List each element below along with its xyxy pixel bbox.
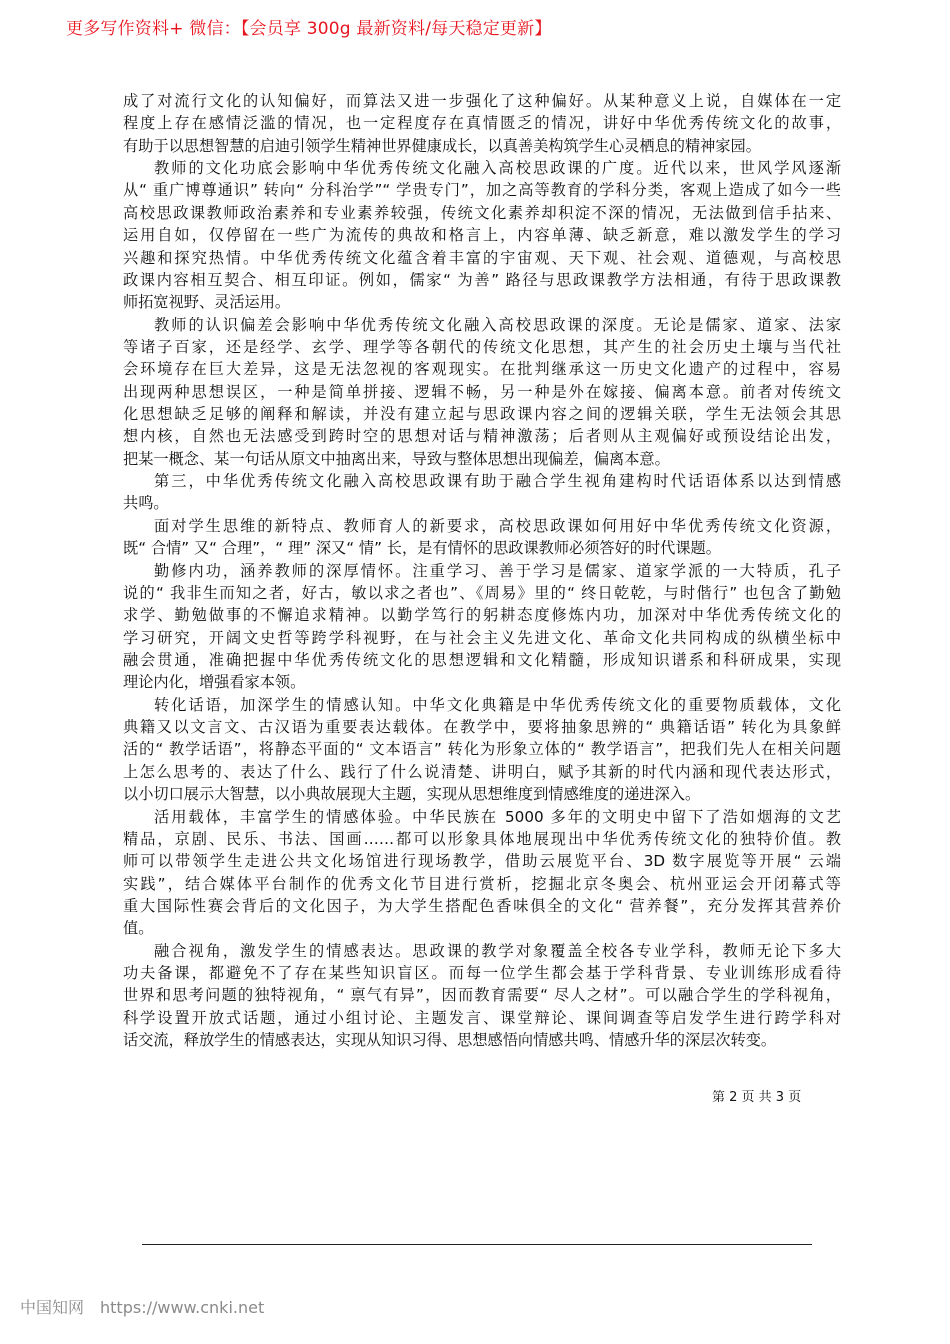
text-line: 有助于以思想智慧的启迪引领学生精神世界健康成长，以真善美构筑学生心灵栖息的精神家园。 — [123, 136, 761, 155]
promo-banner: 更多写作资料+ 微信：【会员享 300g 最新资料/每天稳定更新】 — [66, 19, 552, 39]
paragraph — [123, 940, 841, 1052]
text-line: 融会贯通，准确把握中华优秀传统文化的思想逻辑和文化精髓，形成知识谱系和科研成果，实现 — [123, 650, 841, 669]
text-line: 重大国际性赛会背后的文化因子，为大学生搭配色香味俱全的文化“ 营养餐”，充分发挥其营养价 — [123, 896, 841, 915]
footer-divider — [142, 1244, 812, 1245]
text-line: 活的“ 教学话语”，将静态平面的“ 文本语言” 转化为形象立体的“ 教学语言”，把我们先人在相关问题 — [123, 740, 841, 759]
text-line: 学习研究，开阔文史哲等跨学科视野，在与社会主义先进文化、革命文化共同构成的纵横坐标中 — [123, 628, 841, 647]
text-line: 精品，京剧、民乐、书法、国画……都可以形象具体地展现出中华优秀传统文化的独特价值。教 — [123, 829, 841, 848]
paragraph — [123, 694, 841, 806]
text-line: 值。 — [123, 919, 154, 938]
text-line: 共鸣。 — [123, 494, 169, 513]
paragraph — [123, 90, 841, 157]
text-line: 想内核，自然也无法感受到跨时空的思想对话与精神激荡；后者则从主观偏好或预设结论出发， — [123, 427, 841, 446]
text-line: 师拓宽视野、灵活运用。 — [123, 293, 291, 312]
paragraph — [123, 470, 841, 515]
cnki-watermark — [20, 1295, 264, 1318]
text-line: 既“ 合情” 又“ 合理”，“ 理” 深又“ 情” 长，是有情怀的思政课教师必须答好的时代课题。 — [123, 539, 721, 558]
text-line: 师可以带领学生走进公共文化场馆进行现场教学，借助云展览平台、3D 数字展览等开展“ 云端 — [123, 852, 841, 871]
text-line: 功夫备课，都避免不了存在某些知识盲区。而每一位学生都会基于学科背景、专业训练形成看待 — [123, 964, 841, 983]
text-line: 勤修内功，涵养教师的深厚情怀。注重学习、善于学习是儒家、道家学派的一大特质，孔子 — [154, 561, 841, 580]
text-line: 求学、勤勉做事的不懈追求精神。以勤学笃行的躬耕态度修炼内功，加深对中华优秀传统文化的 — [123, 606, 841, 625]
document-body — [123, 90, 841, 1051]
paragraph — [123, 560, 841, 694]
paragraph — [123, 806, 841, 940]
text-line: 融合视角，激发学生的情感表达。思政课的教学对象覆盖全校各专业学科，教师无论下多大 — [154, 941, 841, 960]
text-line: 程度上存在感情泛滥的情况，也一定程度存在真情匮乏的情况，讲好中华优秀传统文化的故事， — [123, 114, 841, 133]
text-line: 从“ 重广博尊通识” 转向“ 分科治学”“ 学贵专门”，加之高等教育的学科分类，客观上造成了如今一些 — [123, 181, 841, 200]
text-line: 上怎么思考的、表达了什么、践行了什么说清楚、讲明白，赋予其新的时代内涵和现代表达形式， — [123, 762, 841, 781]
text-line: 第三，中华优秀传统文化融入高校思政课有助于融合学生视角建构时代话语体系以达到情感 — [154, 472, 841, 491]
text-line: 活用载体，丰富学生的情感体验。中华民族在 5000 多年的文明史中留下了浩如烟海的文艺 — [154, 807, 841, 826]
paragraph — [123, 515, 841, 560]
text-line: 会环境存在巨大差异，这是无法忽视的客观现实。在批判继承这一历史文化遗产的过程中，容易 — [123, 360, 841, 379]
text-line: 以小切口展示大智慧，以小典故展现大主题，实现从思想维度到情感维度的递进深入。 — [123, 785, 701, 804]
text-line: 高校思政课教师政治素养和专业素养较强，传统文化素养却积淀不深的情况，无法做到信手拈来、 — [123, 203, 841, 222]
text-line: 世界和思考问题的独特视角，“ 禀气有异”，因而教育需要“ 尽人之材”。可以融合学生的学科视角， — [123, 986, 841, 1005]
paragraph — [123, 157, 841, 314]
text-line: 理论内化，增强看家本领。 — [123, 673, 306, 692]
text-line: 说的“ 我非生而知之者，好古，敏以求之者也”、《周易》里的“ 终日乾乾，与时偕行” 也包含了勤勉 — [123, 583, 841, 602]
page-number: 第 2 页 共 3 页 — [712, 1090, 802, 1105]
text-line: 教师的认识偏差会影响中华优秀传统文化融入高校思政课的深度。无论是儒家、道家、法家 — [154, 315, 841, 334]
text-line: 面对学生思维的新特点、教师育人的新要求，高校思政课如何用好中华优秀传统文化资源， — [154, 516, 841, 535]
text-line: 成了对流行文化的认知偏好，而算法又进一步强化了这种偏好。从某种意义上说，自媒体在一定 — [123, 92, 841, 110]
text-line: 科学设置开放式话题，通过小组讨论、主题发言、课堂辩论、课间调查等启发学生进行跨学科对 — [123, 1008, 841, 1027]
text-line: 等诸子百家，还是经学、玄学、理学等各朝代的传统文化思想，其产生的社会历史土壤与当代社 — [123, 337, 841, 356]
cnki-url[interactable]: https://www.cnki.net — [100, 1298, 265, 1317]
text-line: 典籍又以文言文、古汉语为重要表达载体。在教学中，要将抽象思辨的“ 典籍话语” 转化为具象鲜 — [123, 718, 841, 737]
text-line: 化思想缺乏足够的阐释和解读，并没有建立起与思政课内容之间的逻辑关联，学生无法领会其思 — [123, 405, 841, 424]
text-line: 出现两种思想误区，一种是简单拼接、逻辑不畅，另一种是外在嫁接、偏离本意。前者对传统文 — [123, 382, 841, 401]
cnki-brand: 中国知网 — [20, 1298, 85, 1317]
text-line: 实践”，结合媒体平台制作的优秀文化节目进行赏析，挖掘北京冬奥会、杭州亚运会开闭幕式等 — [123, 874, 841, 893]
text-line: 教师的文化功底会影响中华优秀传统文化融入高校思政课的广度。近代以来，世风学风逐渐 — [154, 159, 841, 178]
text-line: 政课内容相互契合、相互印证。例如，儒家“ 为善” 路径与思政课教学方法相通，有待于思政课教 — [123, 270, 841, 289]
text-line: 兴趣和探究热情。中华优秀传统文化蕴含着丰富的宇宙观、天下观、社会观、道德观，与高校思 — [123, 248, 841, 267]
text-line: 话交流，释放学生的情感表达，实现从知识习得、思想感悟向情感共鸣、情感升华的深层次转变。 — [123, 1031, 777, 1050]
text-line: 转化话语，加深学生的情感认知。中华文化典籍是中华优秀传统文化的重要物质载体，文化 — [154, 695, 841, 714]
text-line: 运用自如，仅停留在一些广为流传的典故和格言上，内容单薄、缺乏新意，难以激发学生的学习 — [123, 226, 841, 245]
text-line: 把某一概念、某一句话从原文中抽离出来，导致与整体思想出现偏差，偏离本意。 — [123, 449, 670, 468]
paragraph — [123, 314, 841, 471]
